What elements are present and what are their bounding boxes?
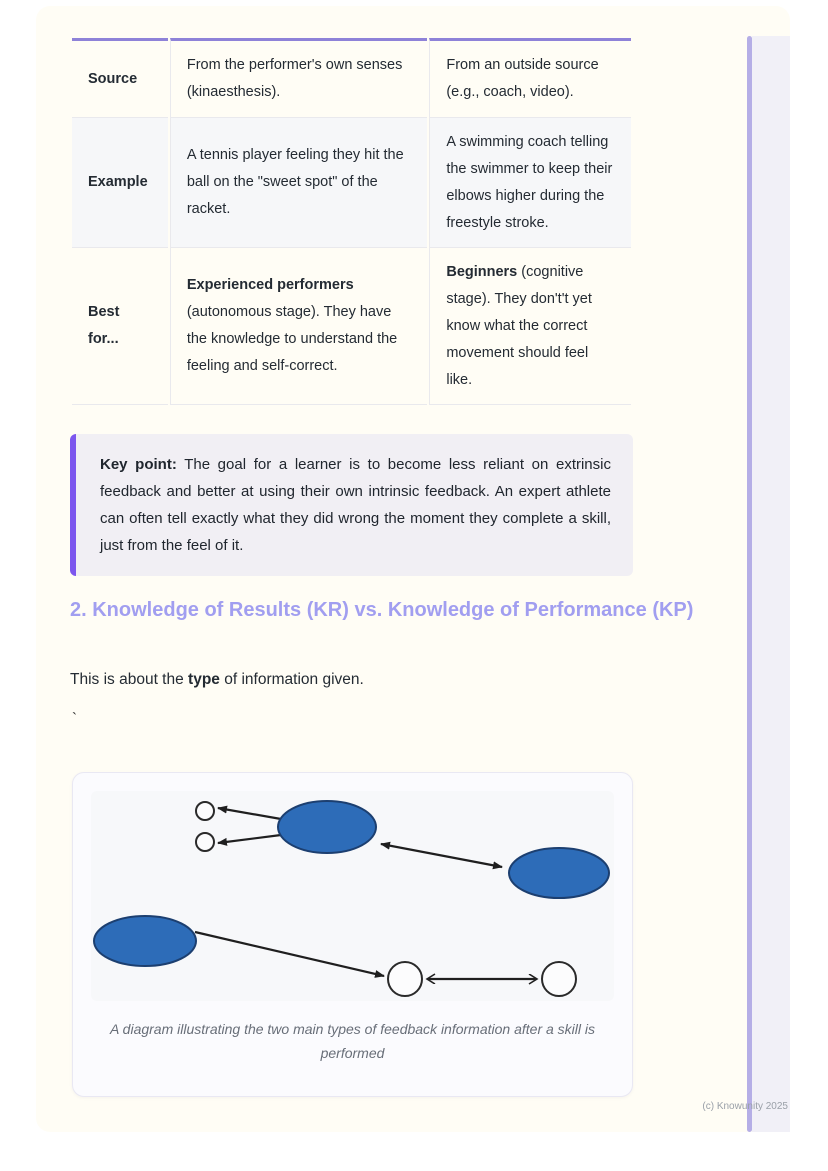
diagram-arrow (381, 844, 502, 867)
scrollbar-thumb[interactable] (747, 36, 752, 1132)
table-cell: From the performer's own senses (kinaesthesis). (170, 38, 428, 118)
feedback-diagram-svg (91, 791, 614, 1001)
row-header: Example (72, 118, 168, 248)
key-point-text: Key point: The goal for a learner is to become less reliant on extrinsic feedback and better at using their own intrinsic feedback. An expert athlete can often tell exactly what they did wrong the moment they complete a skill, just from the feel of it. (100, 456, 611, 554)
stray-backtick: ` (72, 710, 77, 727)
diagram-node-bottom-left (94, 916, 196, 966)
section-heading: 2. Knowledge of Results (KR) vs. Knowledge of Performance (KP) (70, 599, 694, 621)
row-header: Source (72, 38, 168, 118)
scrollbar-track[interactable] (752, 36, 790, 1132)
diagram-node-small-top (196, 802, 214, 820)
diagram-node-outcome-right (542, 962, 576, 996)
table-cell: Experienced performers (autonomous stage). They have the knowledge to understand the feeling and self-correct. (170, 248, 428, 405)
watermark: (c) Knowunity 2025 (702, 1101, 788, 1112)
diagram-arrow (218, 835, 281, 843)
table-cell: A swimming coach telling the swimmer to keep their elbows higher during the freestyle stroke. (429, 118, 631, 248)
table-row (72, 248, 631, 405)
diagram-arrow (195, 932, 384, 976)
feedback-diagram-image (91, 791, 614, 1001)
table-cell: From an outside source (e.g., coach, video). (429, 38, 631, 118)
diagram-node-right (509, 848, 609, 898)
table-cell: A tennis player feeling they hit the ball on the "sweet spot" of the racket. (170, 118, 428, 248)
row-header: Best for... (72, 248, 168, 405)
diagram-node-top-center (278, 801, 376, 853)
figure-card (72, 772, 633, 1097)
diagram-node-outcome-left (388, 962, 422, 996)
key-point-callout (70, 434, 633, 576)
diagram-node-small-bottom (196, 833, 214, 851)
table-row (72, 118, 631, 248)
diagram-arrow (218, 808, 281, 819)
intro-paragraph: This is about the type of information given. (70, 671, 364, 688)
feedback-comparison-table (70, 38, 633, 405)
table-row (72, 38, 631, 118)
content-card (36, 6, 790, 1132)
table-cell: Beginners (cognitive stage). They don't't yet know what the correct movement should feel like. (429, 248, 631, 405)
figure-caption: A diagram illustrating the two main types of feedback information after a skill is performed (109, 1021, 596, 1061)
